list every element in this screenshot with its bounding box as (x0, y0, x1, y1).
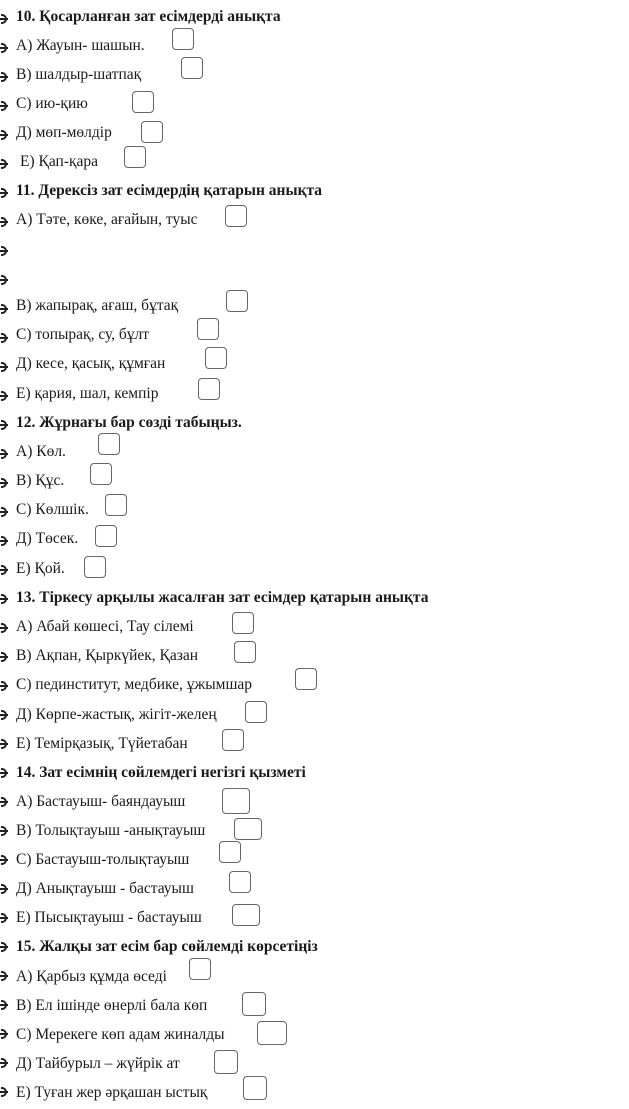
answer-checkbox[interactable] (214, 1050, 238, 1074)
answer-checkbox[interactable] (90, 463, 112, 485)
answer-checkbox[interactable] (226, 290, 248, 312)
answer-option: Е) Пысықтауыш - бастауыш (16, 909, 202, 926)
answer-option: Д) мөп-мөлдір (16, 124, 112, 141)
answer-option: А) Бастауыш- баяндауыш (16, 793, 186, 810)
answer-option: С) Бастауыш-толықтауыш (16, 851, 190, 868)
binding-ring (0, 797, 9, 809)
answer-option: А) Қарбыз құмда өседі (16, 968, 167, 985)
binding-ring (0, 565, 9, 577)
answer-option: А) Көл. (16, 443, 66, 460)
binding-ring (0, 43, 9, 55)
answer-checkbox[interactable] (229, 871, 251, 893)
answer-option: Е) Қой. (16, 560, 65, 577)
binding-ring (0, 188, 9, 200)
binding-ring (0, 217, 9, 229)
answer-checkbox[interactable] (245, 701, 267, 723)
binding-ring (0, 826, 9, 838)
answer-checkbox[interactable] (295, 668, 317, 690)
answer-option: В) Ақпан, Қыркүйек, Қазан (16, 647, 199, 664)
binding-ring (0, 420, 9, 432)
answer-option: С) Мерекеге көп адам жиналды (16, 1026, 225, 1043)
binding-ring (0, 333, 9, 345)
answer-checkbox[interactable] (141, 121, 163, 143)
binding-ring (0, 101, 9, 113)
answer-option: Д) Тайбурыл – жүйрік ат (16, 1055, 180, 1072)
answer-option: Е) қария, шал, кемпір (16, 385, 159, 402)
binding-ring (0, 507, 9, 519)
binding-ring (0, 1087, 9, 1099)
binding-ring (0, 594, 9, 606)
answer-option: С) Көлшік. (16, 501, 89, 518)
binding-ring (0, 913, 9, 925)
binding-ring (0, 304, 9, 316)
binding-ring (0, 362, 9, 374)
answer-option: Е) Қап-қара (20, 153, 99, 170)
answer-option: А) Тәте, көке, ағайын, туыс (16, 211, 198, 228)
binding-ring (0, 739, 9, 751)
answer-option: Д) Анықтауыш - бастауыш (16, 880, 194, 897)
binding-ring (0, 710, 9, 722)
binding-ring (0, 536, 9, 548)
answer-option: Е) Туған жер әрқашан ыстық (16, 1084, 208, 1101)
answer-checkbox[interactable] (197, 318, 219, 340)
answer-checkbox[interactable] (84, 556, 106, 578)
answer-option: С) топырақ, су, бұлт (16, 326, 150, 343)
answer-checkbox[interactable] (124, 146, 146, 168)
answer-checkbox[interactable] (98, 433, 120, 455)
answer-checkbox[interactable] (234, 641, 256, 663)
binding-ring (0, 942, 9, 954)
answer-checkbox[interactable] (222, 729, 244, 751)
question-title: 13. Тіркесу арқылы жасалған зат есімдер қатарын анықта (16, 589, 429, 606)
binding-ring (0, 159, 9, 171)
answer-checkbox[interactable] (95, 525, 117, 547)
answer-checkbox[interactable] (198, 378, 220, 400)
binding-ring (0, 1058, 9, 1070)
binding-ring (0, 14, 9, 26)
answer-option: А) Жауын- шашын. (16, 37, 145, 54)
question-title: 12. Жұрнағы бар сөзді табыңыз. (16, 414, 242, 431)
answer-checkbox[interactable] (225, 205, 247, 227)
answer-option: В) жапырақ, ағаш, бұтақ (16, 297, 179, 314)
answer-checkbox[interactable] (242, 992, 266, 1016)
answer-checkbox[interactable] (232, 904, 260, 926)
question-title: 15. Жалқы зат есім бар сөйлемді көрсетіңіз (16, 938, 318, 955)
answer-checkbox[interactable] (132, 91, 154, 113)
answer-checkbox[interactable] (105, 494, 127, 516)
answer-option: Д) Көрпе-жастық, жігіт-желең (16, 706, 217, 723)
answer-option: А) Абай көшесі, Тау сілемі (16, 618, 194, 635)
binding-ring (0, 246, 9, 258)
answer-option: Д) Төсек. (16, 530, 79, 547)
answer-option: С) пединститут, медбике, ұжымшар (16, 676, 253, 693)
binding-ring (0, 130, 9, 142)
answer-option: Д) кесе, қасық, құмған (16, 355, 166, 372)
answer-checkbox[interactable] (219, 841, 241, 863)
binding-ring (0, 623, 9, 635)
binding-ring (0, 72, 9, 84)
answer-checkbox[interactable] (232, 612, 254, 634)
binding-ring (0, 652, 9, 664)
question-title: 11. Дерексіз зат есімдердің қатарын анықта (16, 182, 323, 199)
answer-checkbox[interactable] (172, 28, 194, 50)
answer-option: В) Толықтауыш -анықтауыш (16, 822, 206, 839)
binding-ring (0, 971, 9, 983)
answer-checkbox[interactable] (257, 1021, 287, 1045)
answer-option: В) Құс. (16, 472, 65, 489)
binding-ring (0, 1029, 9, 1041)
answer-option: Е) Темірқазық, Түйетабан (16, 735, 188, 752)
binding-ring (0, 391, 9, 403)
answer-checkbox[interactable] (189, 958, 211, 980)
binding-ring (0, 681, 9, 693)
binding-ring (0, 478, 9, 490)
binding-ring (0, 275, 9, 287)
binding-ring (0, 855, 9, 867)
answer-checkbox[interactable] (222, 788, 250, 814)
answer-option: С) ию-қию (16, 95, 88, 112)
answer-checkbox[interactable] (181, 57, 203, 79)
question-title: 10. Қосарланған зат есімдерді анықта (16, 8, 281, 25)
spiral-binding (0, 0, 12, 1109)
binding-ring (0, 768, 9, 780)
binding-ring (0, 1000, 9, 1012)
binding-ring (0, 884, 9, 896)
answer-option: В) Ел ішінде өнерлі бала көп (16, 997, 208, 1014)
answer-checkbox[interactable] (243, 1076, 267, 1100)
answer-checkbox[interactable] (234, 818, 262, 840)
answer-checkbox[interactable] (205, 347, 227, 369)
binding-ring (0, 449, 9, 461)
question-title: 14. Зат есімнің сөйлемдегі негізгі қызметі (16, 764, 306, 781)
answer-option: В) шалдыр-шатпақ (16, 66, 142, 83)
